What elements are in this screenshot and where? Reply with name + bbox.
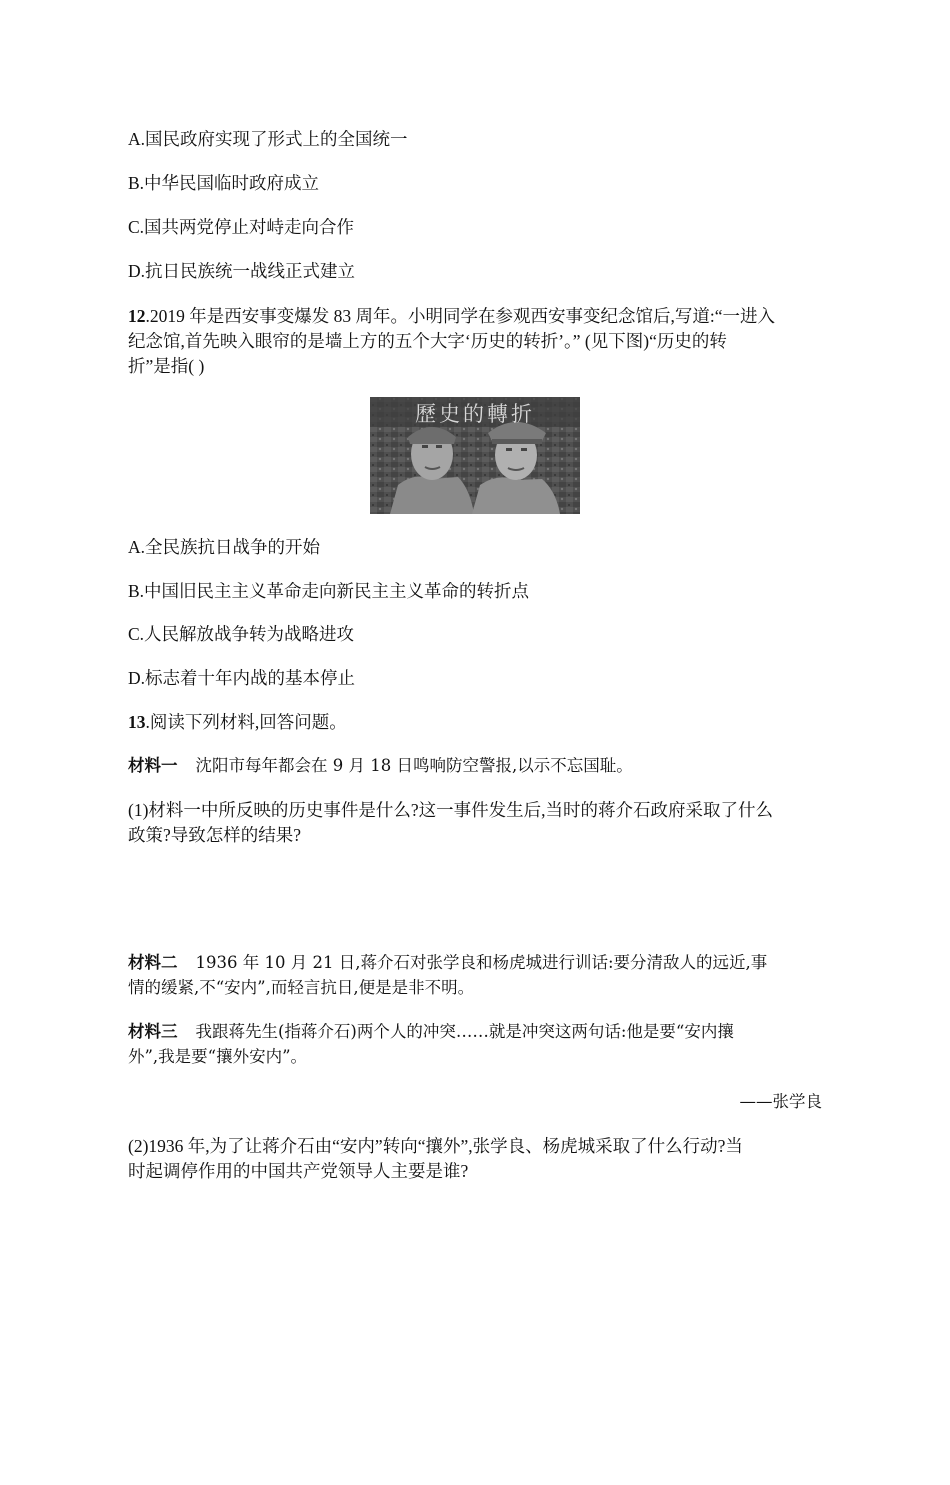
q11-option-d: D.抗日民族统一战线正式建立 [128, 261, 356, 281]
material-1 [128, 753, 828, 779]
q12-stem-line-1: 12.2019 年是西安事变爆发 83 周年。小明同学在参观西安事变纪念馆后,写道:“一进入 [128, 306, 776, 326]
material-3-source: ——张学良 [739, 1092, 822, 1111]
material-1-label: 材料一 [128, 756, 178, 775]
q11-option-c: C.国共两党停止对峙走向合作 [128, 217, 355, 237]
material-2-line-2: 情的缓紧,不“安内”,而轻言抗日,便是是非不明。 [128, 978, 475, 997]
material-2-label: 材料二 [128, 953, 178, 972]
material-3-line-2: 外”,我是要“攘外安内”。 [128, 1047, 308, 1066]
relief-caption: 歷史的轉折 [415, 402, 535, 426]
q13-number: 13 [128, 712, 146, 732]
material-3-label: 材料三 [128, 1022, 178, 1041]
q12-option-a: A.全民族抗日战争的开始 [128, 537, 321, 557]
question-1-line-2: 政策?导致怎样的结果? [128, 825, 302, 845]
q12-stem-line-2: 纪念馆,首先映入眼帘的是墙上方的五个大字‘历史的转折’。” (见下图)“历史的转 [128, 331, 727, 351]
q12-option-b: B.中国旧民主主义革命走向新民主主义革命的转折点 [128, 581, 530, 601]
q12-stem-line-3: 折”是指( ) [128, 356, 205, 376]
relief-photo [370, 397, 580, 514]
q12-option-c: C.人民解放战争转为战略进攻 [128, 624, 355, 644]
question-2-line-1: (2)1936 年,为了让蒋介石由“安内”转向“攘外”,张学良、杨虎城采取了什么行动?当 [128, 1136, 743, 1156]
q12-number: 12 [128, 306, 146, 326]
material-2-line-1: 材料二 1936 年 10 月 21 日,蒋介石对张学良和杨虎城进行训话:要分清敌人的远近,事 [128, 953, 768, 972]
q11-option-b: B.中华民国临时政府成立 [128, 173, 320, 193]
question-2-line-2: 时起调停作用的中国共产党领导人主要是谁? [128, 1161, 469, 1181]
material-3-line-1: 材料三 我跟蒋先生(指蒋介石)两个人的冲突……就是冲突这两句话:他是要“安内攘 [128, 1022, 734, 1041]
q13-stem: 13.阅读下列材料,回答问题。 [128, 712, 347, 732]
material-1-text: 沈阳市每年都会在 9 月 18 日鸣响防空警报,以示不忘国耻。 [195, 756, 633, 775]
q11-option-a: A.国民政府实现了形式上的全国统一 [128, 129, 408, 149]
relief-photo-drawing [370, 397, 580, 514]
q12-option-d: D.标志着十年内战的基本停止 [128, 668, 356, 688]
question-1-line-1: (1)材料一中所反映的历史事件是什么?这一事件发生后,当时的蒋介石政府采取了什么 [128, 800, 774, 820]
